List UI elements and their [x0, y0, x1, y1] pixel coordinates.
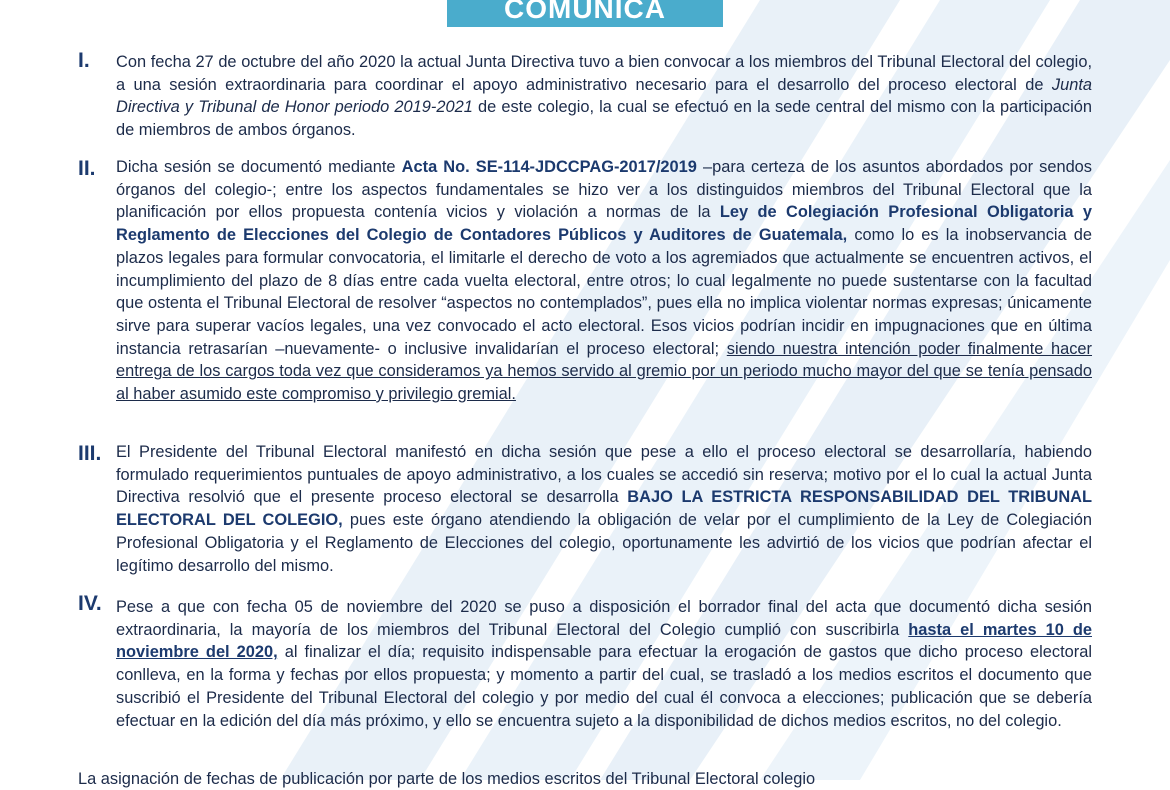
text-run: pues este órgano atendiendo la obligación de velar por el cumplimiento de la Ley de Colegiación Profesional Obligatoria y el Reglamento de Elecciones del colegio, oportunamente les advirtió de los vicios que podrían afectar el legítimo desarrollo del mismo.	[116, 511, 1092, 575]
section-numeral: IV.	[78, 592, 102, 615]
underlined-run: siendo nuestra intención poder finalmente hacer entrega de los cargos toda vez que consideramos ya hemos servido al gremio por un periodo mucho mayor del que se tenía pensado al haber asumido este compromiso y privilegio gremial.	[116, 339, 1093, 404]
text-run: Con fecha 27 de octubre del año 2020 la actual Junta Directiva tuvo a bien convocar a los miembros del Tribunal Electoral del colegio, a una sesión extraordinaria para coordinar el apoyo administrativo necesario para el desarrollo del proceso electoral de	[116, 53, 1092, 94]
section-paragraph	[116, 596, 1092, 732]
italic-run: Junta Directiva y Tribunal de Honor periodo 2019-2021	[116, 75, 1092, 117]
section-paragraph	[116, 51, 1092, 142]
cut-off-paragraph: La asignación de fechas de publicación por parte de los medios escritos del Tribunal Electoral colegio	[78, 770, 816, 788]
bold-run: Ley de Colegiación Profesional Obligatoria y Reglamento de Elecciones del Colegio de Contadores Públicos y Auditores de Guatemala,	[116, 203, 1092, 245]
section-numeral: III.	[78, 442, 102, 465]
text-run: Pese a que con fecha 05 de noviembre del 2020 se puso a disposición el borrador final del acta que documentó dicha sesión extraordinaria, la mayoría de los miembros del Tribunal Electoral del Colegio cumplió con suscribirla	[116, 598, 1092, 639]
section-numeral: I.	[78, 49, 90, 72]
text-run: Dicha sesión se documentó mediante	[116, 158, 402, 176]
text-run: El Presidente del Tribunal Electoral manifestó en dicha sesión que pese a ello el proceso electoral se desarrollaría, habiendo formulado requerimientos puntuales de apoyo administrativo, a los cuales se accedió sin reserva; motivo por el lo cual la actual Junta Directiva resolvió que el presente proceso electoral se desarrolla	[116, 443, 1092, 507]
section-numeral: II.	[78, 157, 96, 180]
section-paragraph	[116, 441, 1092, 577]
text-run: –para certeza de los asuntos abordados por sendos órganos del colegio-; entre los aspectos fundamentales se hizo ver a los distinguidos miembros del Tribunal Electoral que la planificación por ellos propuesta contenía vicios y violación a normas de la	[116, 158, 1092, 222]
header-title: COMUNICA	[504, 0, 666, 24]
bold-run: BAJO LA ESTRICTA RESPONSABILIDAD DEL TRIBUNAL ELECTORAL DEL COLEGIO,	[116, 488, 1093, 530]
section-paragraph	[116, 156, 1092, 406]
text-run: al finalizar el día; requisito indispensable para efectuar la erogación de gastos que dicho proceso electoral conlleva, en la forma y fechas por ellos propuesta; y momento a partir del cual, se trasladó a los medios escritos el documento que suscribió el Presidente del Tribunal Electoral del colegio y por medio del cual él convoca a elecciones; publicación que se debería efectuar en la edición del día más próximo, y ello se encuentra sujeto a la disponibilidad de dichos medios escritos, no del colegio.	[116, 643, 1093, 730]
header-banner	[447, 0, 723, 27]
text-run: de este colegio, la cual se efectuó en la sede central del mismo con la participación de miembros de ambos órganos.	[116, 98, 1092, 140]
bold-underlined-run: hasta el martes 10 de noviembre del 2020,	[116, 620, 1092, 662]
text-run: como lo es la inobservancia de plazos legales para formular convocatoria, el limitarle el derecho de voto a los agremiados que actualmente se encuentren activos, el incumplimiento del plazo de 8 días entre cada vuelta electoral, entre otros; lo cual legalmente no puede sustentarse con la facultad que ostenta el Tribunal Electoral de resolver “aspectos no contemplados”, pues ella no implica violentar normas expresas; únicamente sirve para superar vacíos legales, una vez convocado el acto electoral. Esos vicios podrían incidir en impugnaciones que en última instancia retrasarían –nuevamente- o inclusive invalidarían el proceso electoral;	[116, 226, 1092, 358]
bold-run: Acta No. SE-114-JDCCPAG-2017/2019	[401, 158, 697, 176]
